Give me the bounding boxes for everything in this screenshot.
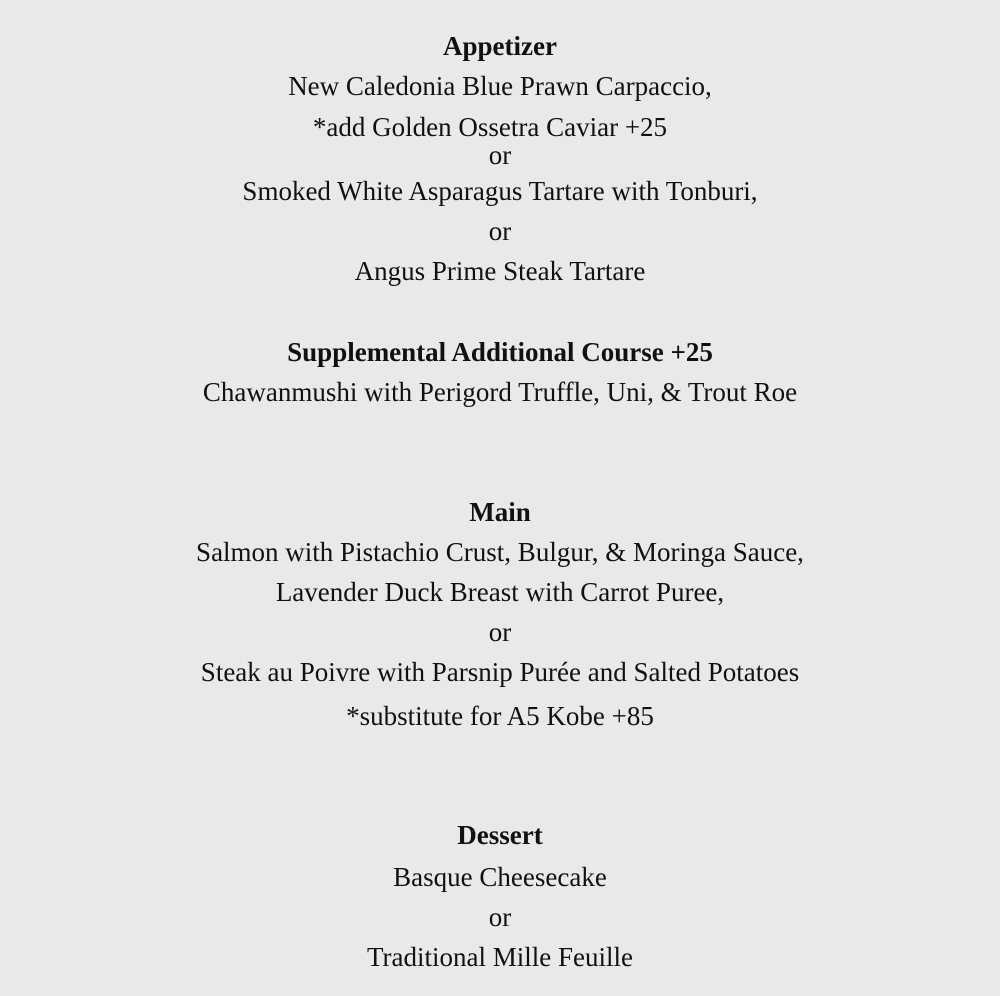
appetizer-option-asparagus-tartare: Smoked White Asparagus Tartare with Tonburi,: [242, 176, 758, 206]
kobe-substitute-note: *substitute for A5 Kobe +85: [346, 701, 654, 731]
dessert-heading: Dessert: [457, 820, 543, 850]
dessert-option-cheesecake: Basque Cheesecake: [393, 862, 607, 892]
main-heading: Main: [469, 497, 531, 527]
or-separator: or: [488, 216, 512, 246]
dessert-option-mille-feuille: Traditional Mille Feuille: [367, 942, 633, 972]
appetizer-option-prawn-carpaccio: New Caledonia Blue Prawn Carpaccio,: [288, 71, 712, 101]
main-option-duck-breast: Lavender Duck Breast with Carrot Puree,: [275, 577, 725, 607]
main-option-steak-au-poivre: Steak au Poivre with Parsnip Purée and Salted Potatoes: [200, 657, 800, 687]
or-separator: or: [488, 902, 512, 932]
main-option-salmon: Salmon with Pistachio Crust, Bulgur, & Moringa Sauce,: [196, 537, 804, 567]
appetizer-option-steak-tartare: Angus Prime Steak Tartare: [354, 256, 646, 286]
or-separator: or: [488, 140, 512, 170]
or-separator: or: [488, 617, 512, 647]
supplemental-heading: Supplemental Additional Course +25: [287, 337, 713, 367]
supplemental-item-chawanmushi: Chawanmushi with Perigord Truffle, Uni, & Trout Roe: [202, 377, 798, 407]
appetizer-heading: Appetizer: [443, 31, 557, 61]
caviar-addon-note: *add Golden Ossetra Caviar +25: [312, 112, 668, 142]
